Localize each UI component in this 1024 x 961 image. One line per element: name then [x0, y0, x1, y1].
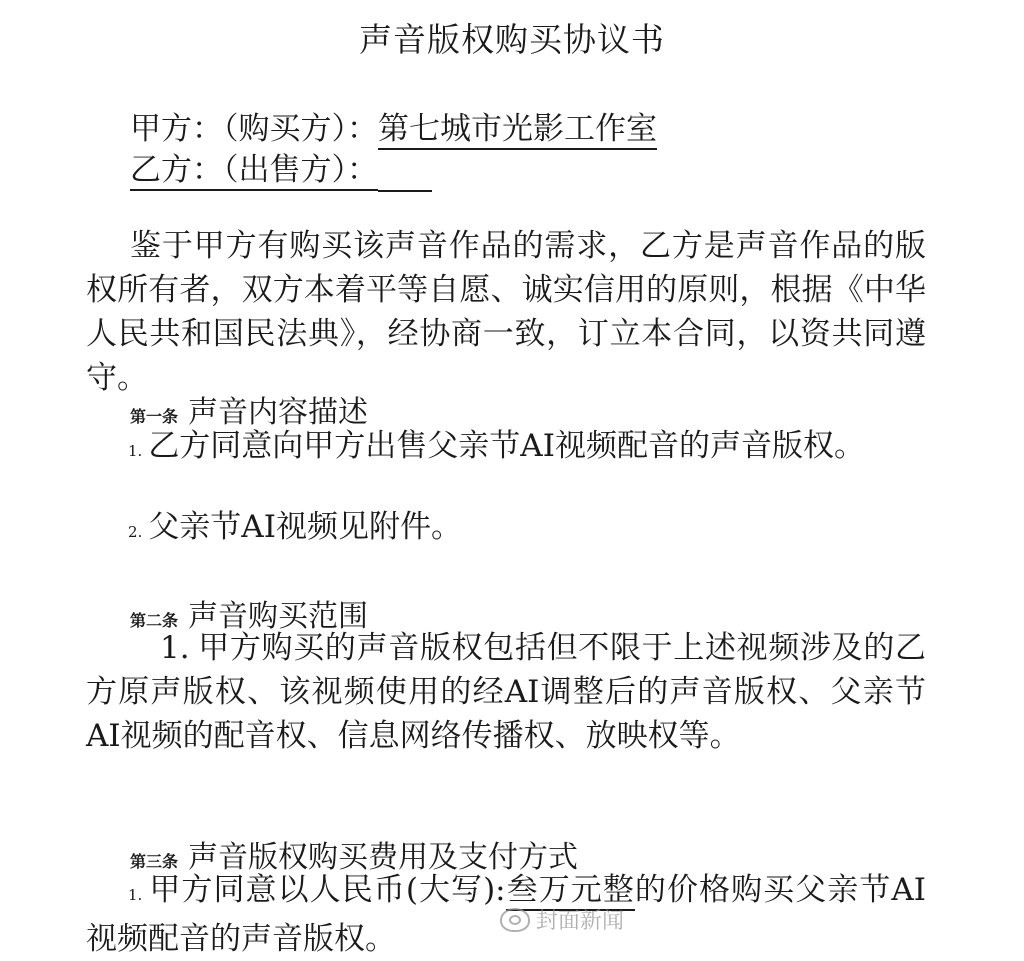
item-text-before: 甲方同意以人民币(大写):	[148, 872, 506, 908]
weibo-icon	[500, 908, 530, 932]
article-1-item-1	[86, 424, 926, 473]
article-1-number: 第一条	[130, 407, 179, 426]
party-b-label: 乙方：（出售方）：	[130, 152, 378, 191]
purchase-amount: 叁万元整	[506, 872, 635, 911]
party-a-label: 甲方：（购买方）：	[130, 111, 378, 147]
article-3-title: 声音版权购买费用及支付方式	[188, 840, 579, 875]
article-1-item-2	[86, 505, 926, 554]
item-index: 1.	[128, 442, 143, 460]
party-b-line	[130, 144, 432, 192]
party-b-blank	[378, 144, 432, 192]
article-1-title: 声音内容描述	[188, 395, 369, 430]
item-index: 1.	[160, 630, 190, 666]
item-text: 甲方购买的声音版权包括但不限于上述视频涉及的乙方原声版权、该视频使用的经AI调整后的声音版权、父亲节AI视频的配音权、信息网络传播权、放映权等。	[86, 630, 926, 754]
party-a-line	[130, 103, 657, 148]
preamble-paragraph: 鉴于甲方有购买该声音作品的需求，乙方是声音作品的版权所有者，双方本着平等自愿、诚实信用的原则，根据《中华人民共和国民法典》，经协商一致，订立本合同，以资共同遵守。	[86, 228, 926, 396]
item-index: 1.	[128, 886, 143, 904]
article-2-number: 第二条	[130, 611, 179, 630]
item-text: 父亲节AI视频见附件。	[148, 509, 462, 545]
article-2-title: 声音购买范围	[188, 599, 369, 634]
article-3-number: 第三条	[130, 852, 179, 871]
watermark-text: 封面新闻	[536, 909, 625, 934]
item-text: 乙方同意向甲方出售父亲节AI视频配音的声音版权。	[148, 428, 865, 464]
document-title: 声音版权购买协议书	[359, 20, 665, 59]
news-watermark	[500, 904, 624, 935]
party-a-name: 第七城市光影工作室	[378, 111, 657, 150]
item-index: 2.	[128, 523, 143, 541]
article-2-item-1	[86, 626, 926, 758]
item-text-after: 的价格购买父亲节AI视频配音的声音版权。	[86, 872, 926, 957]
